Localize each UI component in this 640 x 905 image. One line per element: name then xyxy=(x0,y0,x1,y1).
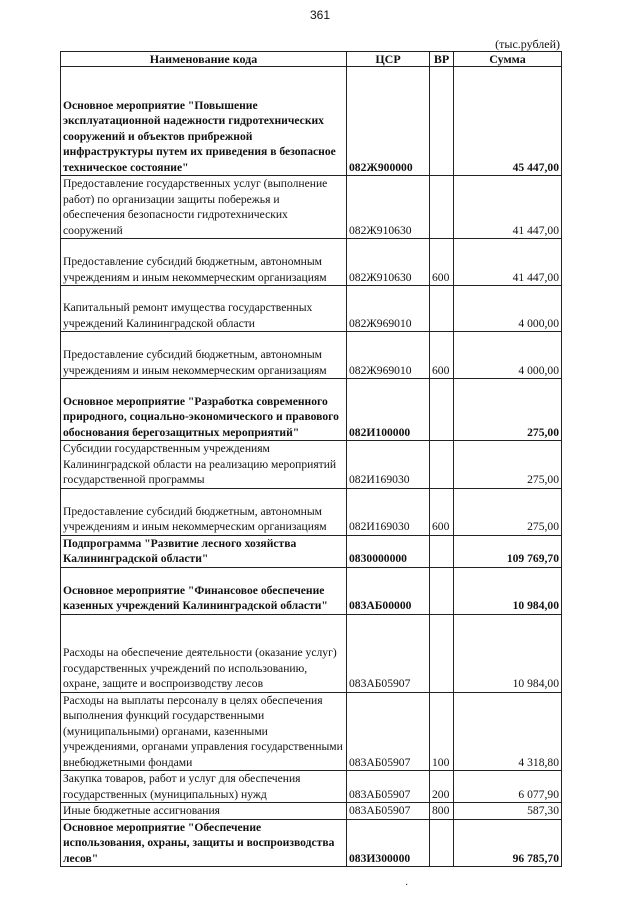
stray-mark: · xyxy=(405,880,409,891)
table-row xyxy=(61,567,562,614)
cell-sum: 4 318,80 xyxy=(454,692,562,771)
budget-table xyxy=(60,51,562,867)
cell-vr xyxy=(430,67,454,176)
cell-code: 083АБ05907 xyxy=(347,614,430,692)
cell-vr: 100 xyxy=(430,692,454,771)
cell-vr: 600 xyxy=(430,239,454,286)
cell-sum: 4 000,00 xyxy=(454,332,562,379)
cell-vr xyxy=(430,441,454,489)
cell-code: 083АБ05907 xyxy=(347,692,430,771)
table-row xyxy=(61,176,562,239)
header-sum: Сумма xyxy=(454,52,562,67)
table-row xyxy=(61,441,562,489)
cell-name: Основное мероприятие "Обеспечение использования, охраны, защиты и воспроизводства лесов" xyxy=(61,819,347,867)
cell-sum: 41 447,00 xyxy=(454,239,562,286)
table-row xyxy=(61,803,562,820)
cell-name: Предоставление субсидий бюджетным, автономным учреждениям и иным некоммерческим организациям xyxy=(61,239,347,286)
cell-code: 083И300000 xyxy=(347,819,430,867)
cell-sum: 10 984,00 xyxy=(454,567,562,614)
cell-code: 082Ж969010 xyxy=(347,332,430,379)
units-label: (тыс.рублей) xyxy=(495,37,560,51)
cell-name: Закупка товаров, работ и услуг для обеспечения государственных (муниципальных) нужд xyxy=(61,771,347,803)
cell-vr: 600 xyxy=(430,332,454,379)
cell-vr: 600 xyxy=(430,488,454,535)
cell-name: Иные бюджетные ассигнования xyxy=(61,803,347,820)
cell-code: 083АБ05907 xyxy=(347,771,430,803)
cell-sum: 109 769,70 xyxy=(454,535,562,567)
cell-vr xyxy=(430,535,454,567)
table-row xyxy=(61,379,562,441)
cell-vr xyxy=(430,176,454,239)
table-row xyxy=(61,67,562,176)
page-number: 361 xyxy=(309,8,331,22)
cell-vr xyxy=(430,819,454,867)
header-name: Наименование кода xyxy=(61,52,347,67)
cell-name: Основное мероприятие "Разработка современного природного, социально-экономического и правового обоснования берегозащитных мероприятий" xyxy=(61,379,347,441)
cell-code: 083АБ05907 xyxy=(347,803,430,820)
cell-name: Предоставление субсидий бюджетным, автономным учреждениям и иным некоммерческим организациям xyxy=(61,332,347,379)
cell-name: Подпрограмма "Развитие лесного хозяйства Калининградской области" xyxy=(61,535,347,567)
cell-name: Основное мероприятие "Повышение эксплуатационной надежности гидротехнических сооружений и объектов прибрежной инфраструктуры путем их приведения в безопасное техническое состояние" xyxy=(61,67,347,176)
cell-vr xyxy=(430,567,454,614)
cell-name: Основное мероприятие "Финансовое обеспечение казенных учреждений Калининградской области" xyxy=(61,567,347,614)
cell-code: 082Ж900000 xyxy=(347,67,430,176)
table-row xyxy=(61,692,562,771)
cell-code: 082И100000 xyxy=(347,379,430,441)
cell-sum: 4 000,00 xyxy=(454,286,562,332)
cell-sum: 96 785,70 xyxy=(454,819,562,867)
cell-name: Капитальный ремонт имущества государственных учреждений Калининградской области xyxy=(61,286,347,332)
cell-code: 083АБ00000 xyxy=(347,567,430,614)
cell-name: Субсидии государственным учреждениям Калининградской области на реализацию мероприятий государственной программы xyxy=(61,441,347,489)
cell-name: Расходы на выплаты персоналу в целях обеспечения выполнения функций государственными (муниципальными) органами, казенными учреждениями, органами управления государственными внебюджетными фондами xyxy=(61,692,347,771)
cell-vr xyxy=(430,614,454,692)
cell-sum: 6 077,90 xyxy=(454,771,562,803)
cell-sum: 275,00 xyxy=(454,379,562,441)
table-row xyxy=(61,239,562,286)
cell-code: 082И169030 xyxy=(347,488,430,535)
cell-name: Расходы на обеспечение деятельности (оказание услуг) государственных учреждений по использованию, охране, защите и воспроизводству лесов xyxy=(61,614,347,692)
table-row xyxy=(61,614,562,692)
cell-sum: 10 984,00 xyxy=(454,614,562,692)
table-row xyxy=(61,332,562,379)
cell-code: 082Ж969010 xyxy=(347,286,430,332)
cell-vr: 800 xyxy=(430,803,454,820)
cell-code: 082И169030 xyxy=(347,441,430,489)
cell-vr xyxy=(430,379,454,441)
table-row xyxy=(61,771,562,803)
cell-sum: 45 447,00 xyxy=(454,67,562,176)
cell-code: 082Ж910630 xyxy=(347,239,430,286)
cell-sum: 41 447,00 xyxy=(454,176,562,239)
cell-name: Предоставление государственных услуг (выполнение работ) по организации защиты побережья и обеспечения безопасности гидротехнических сооружений xyxy=(61,176,347,239)
table-header-row xyxy=(61,52,562,67)
header-vr: ВР xyxy=(430,52,454,67)
cell-vr xyxy=(430,286,454,332)
header-code: ЦСР xyxy=(347,52,430,67)
cell-sum: 275,00 xyxy=(454,488,562,535)
cell-code: 082Ж910630 xyxy=(347,176,430,239)
cell-name: Предоставление субсидий бюджетным, автономным учреждениям и иным некоммерческим организациям xyxy=(61,488,347,535)
table-row xyxy=(61,535,562,567)
cell-sum: 587,30 xyxy=(454,803,562,820)
cell-sum: 275,00 xyxy=(454,441,562,489)
cell-code: 0830000000 xyxy=(347,535,430,567)
table-row xyxy=(61,488,562,535)
table-row xyxy=(61,286,562,332)
cell-vr: 200 xyxy=(430,771,454,803)
table-row xyxy=(61,819,562,867)
